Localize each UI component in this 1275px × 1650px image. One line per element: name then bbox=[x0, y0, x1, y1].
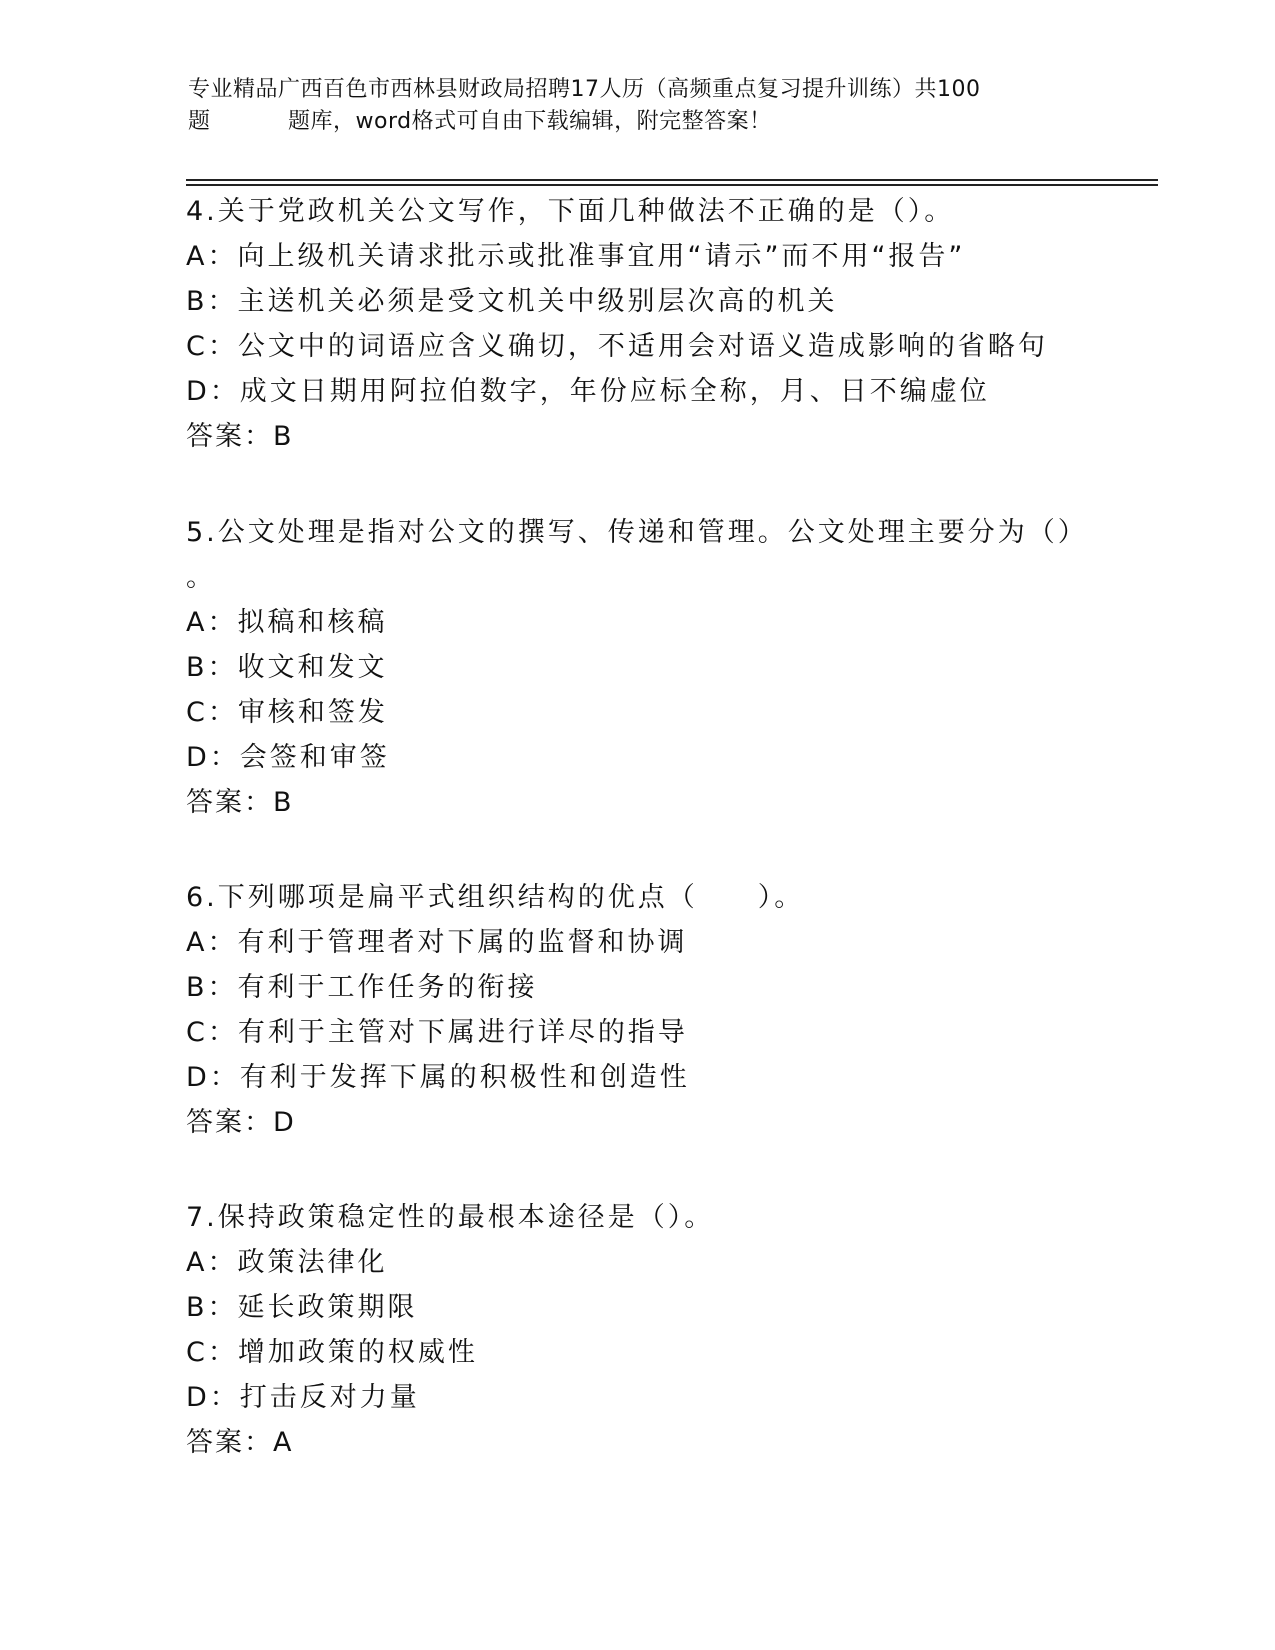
answer-line bbox=[186, 1100, 1066, 1145]
document-header bbox=[188, 74, 1088, 138]
option-c: C：增加政策的权威性 bbox=[186, 1337, 478, 1368]
answer-label: 答案： bbox=[186, 1427, 273, 1458]
option-c: C：审核和签发 bbox=[186, 697, 388, 728]
option-a: A：拟稿和核稿 bbox=[186, 607, 388, 638]
answer-value: B bbox=[273, 421, 293, 452]
option-b: B：延长政策期限 bbox=[186, 1292, 418, 1323]
question-4 bbox=[186, 189, 1066, 459]
option-a: A：向上级机关请求批示或批准事宜用“请示”而不用“报告” bbox=[186, 241, 966, 272]
header-title-line2-rest: 题库，word格式可自由下载编辑，附完整答案！ bbox=[288, 109, 772, 134]
answer-line bbox=[186, 1420, 1066, 1465]
answer-value: D bbox=[273, 1107, 295, 1138]
header-title-line1: 专业精品广西百色市西林县财政局招聘17人历（高频重点复习提升训练）共100 bbox=[188, 77, 981, 102]
answer-value: B bbox=[273, 787, 293, 818]
header-title-line2-lead: 题 bbox=[188, 109, 211, 134]
answer-value: A bbox=[273, 1427, 293, 1458]
question-5 bbox=[186, 510, 1088, 825]
header-divider-top bbox=[186, 179, 1158, 181]
answer-label: 答案： bbox=[186, 421, 273, 452]
question-stem: 5.公文处理是指对公文的撰写、传递和管理。公文处理主要分为（） bbox=[186, 517, 1088, 548]
question-7 bbox=[186, 1195, 1066, 1465]
option-a: A：政策法律化 bbox=[186, 1247, 388, 1278]
option-d: D：打击反对力量 bbox=[186, 1382, 420, 1413]
question-stem: 4.关于党政机关公文写作，下面几种做法不正确的是（）。 bbox=[186, 196, 955, 227]
question-6 bbox=[186, 875, 1066, 1145]
option-b: B：有利于工作任务的衔接 bbox=[186, 972, 538, 1003]
option-a: A：有利于管理者对下属的监督和协调 bbox=[186, 927, 688, 958]
answer-label: 答案： bbox=[186, 1107, 273, 1138]
option-d: D：成文日期用阿拉伯数字，年份应标全称，月、日不编虚位 bbox=[186, 376, 990, 407]
header-divider-bottom bbox=[186, 184, 1158, 186]
answer-line bbox=[186, 780, 1066, 825]
question-stem: 6.下列哪项是扁平式组织结构的优点（ ）。 bbox=[186, 882, 805, 913]
question-stem-continuation: 。 bbox=[186, 562, 216, 593]
answer-line bbox=[186, 414, 1066, 459]
option-b: B：主送机关必须是受文机关中级别层次高的机关 bbox=[186, 286, 838, 317]
option-d: D：会签和审签 bbox=[186, 742, 390, 773]
header-title-line2 bbox=[188, 106, 1088, 138]
option-d: D：有利于发挥下属的积极性和创造性 bbox=[186, 1062, 690, 1093]
question-stem: 7.保持政策稳定性的最根本途径是（）。 bbox=[186, 1202, 715, 1233]
option-c: C：公文中的词语应含义确切，不适用会对语义造成影响的省略句 bbox=[186, 331, 1048, 362]
answer-label: 答案： bbox=[186, 787, 273, 818]
option-c: C：有利于主管对下属进行详尽的指导 bbox=[186, 1017, 688, 1048]
option-b: B：收文和发文 bbox=[186, 652, 388, 683]
